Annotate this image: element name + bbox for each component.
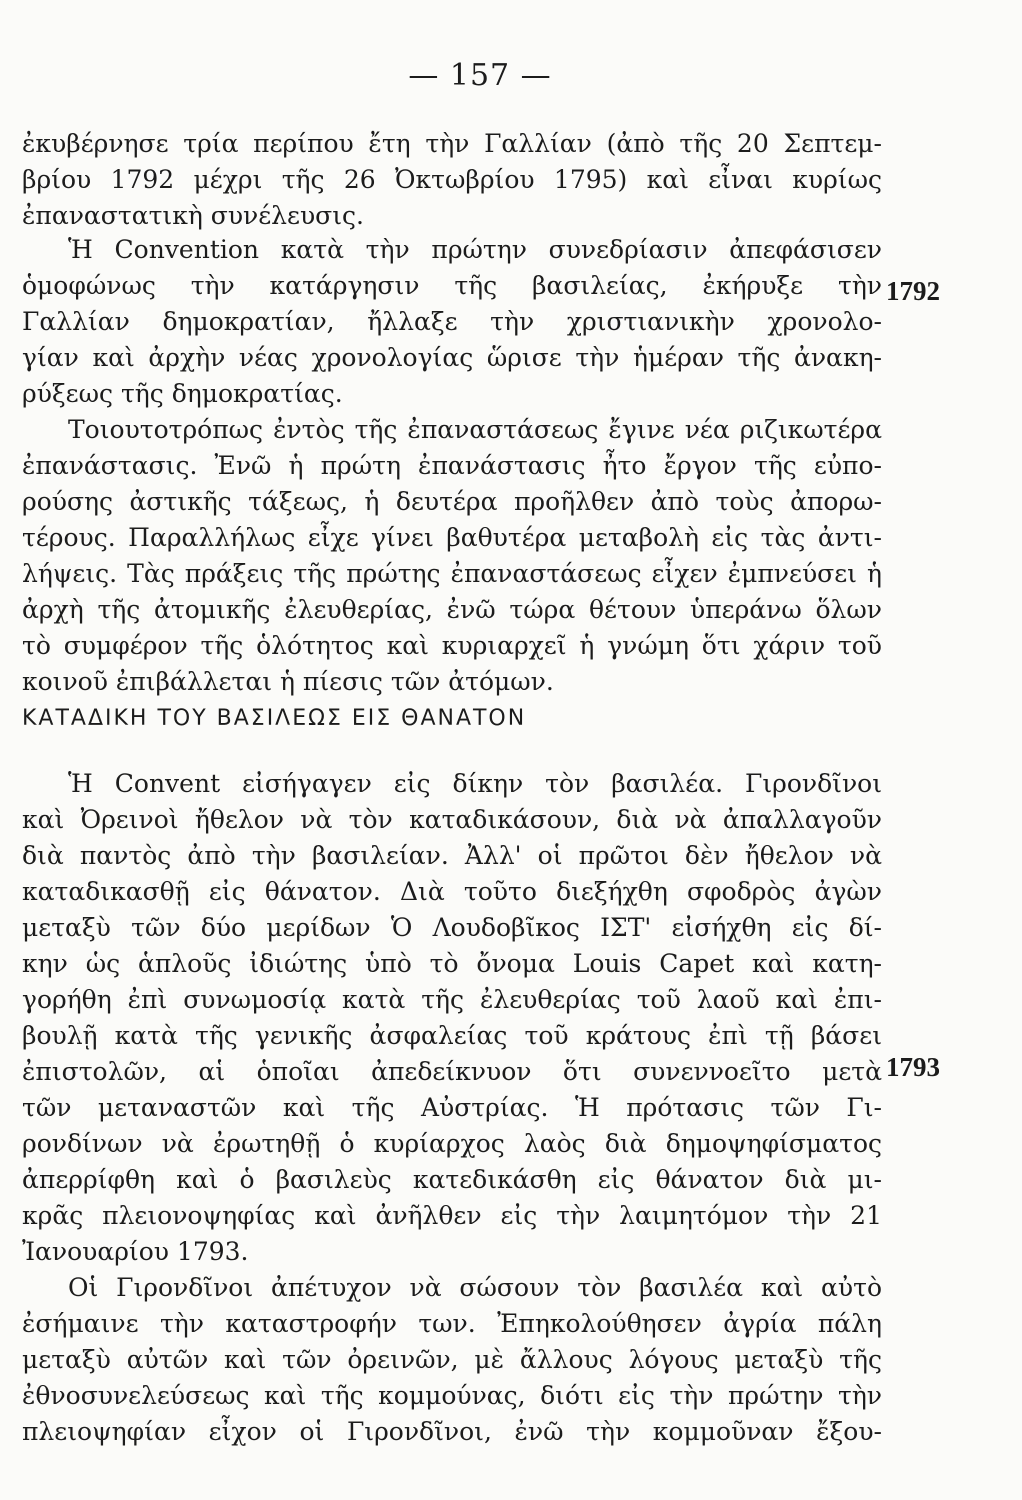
text-line: ἀπερρίφθη καὶ ὁ βασιλεὺς κατεδικάσθη εἰς θάνατον διὰ μι- xyxy=(22,1165,882,1194)
margin-year-note: 1792 xyxy=(886,276,940,306)
text-line: μεταξὺ τῶν δύο μερίδων Ὁ Λουδοβῖκος ΙΣΤ' εἰσήχθη εἰς δί- xyxy=(22,913,882,942)
text-line: ἐθνοσυνελεύσεως καὶ τῆς κομμούνας, διότι εἰς τὴν πρώτην τὴν xyxy=(22,1381,882,1410)
text-line: ὁμοφώνως τὴν κατάργησιν τῆς βασιλείας, ἐκήρυξε τὴν xyxy=(22,271,882,300)
text-line: βρίου 1792 μέχρι τῆς 26 Ὀκτωβρίου 1795) καὶ εἶναι κυρίως xyxy=(22,165,882,194)
text-line: τέρους. Παραλλήλως εἶχε γίνει βαθυτέρα μεταβολὴ εἰς τὰς ἀντι- xyxy=(22,523,882,552)
text-line: κοινοῦ ἐπιβάλλεται ἡ πίεσις τῶν ἀτόμων. xyxy=(22,667,554,696)
text-line: ἐπαναστατικὴ συνέλευσις. xyxy=(22,201,364,230)
section-heading: ΚΑΤΑΔΙΚΗ ΤΟΥ ΒΑΣΙΛΕΩΣ ΕΙΣ ΘΑΝΑΤΟΝ xyxy=(22,706,527,731)
text-line: ρονδίνων νὰ ἐρωτηθῇ ὁ κυρίαρχος λαὸς διὰ δημοψηφίσματος xyxy=(22,1129,882,1158)
text-line: Ἡ Convent εἰσήγαγεν εἰς δίκην τὸν βασιλέα. Γιρονδῖνοι xyxy=(68,769,882,798)
text-line: ἐκυβέρνησε τρία περίπου ἔτη τὴν Γαλλίαν (ἀπὸ τῆς 20 Σεπτεμ- xyxy=(22,129,882,158)
text-line: γορήθη ἐπὶ συνωμοσίᾳ κατὰ τῆς ἐλευθερίας τοῦ λαοῦ καὶ ἐπι- xyxy=(22,985,882,1014)
text-line: Ἰανουαρίου 1793. xyxy=(22,1237,249,1266)
text-line: γίαν καὶ ἀρχὴν νέας χρονολογίας ὥρισε τὴν ἡμέραν τῆς ἀνακη- xyxy=(22,343,882,372)
text-line: τῶν μεταναστῶν καὶ τῆς Αὐστρίας. Ἡ πρότασις τῶν Γι- xyxy=(22,1093,882,1122)
text-line: μεταξὺ αὐτῶν καὶ τῶν ὀρεινῶν, μὲ ἄλλους λόγους μεταξὺ τῆς xyxy=(22,1345,882,1374)
page-number: — 157 — xyxy=(408,58,552,93)
text-line: ἐπανάστασις. Ἐνῶ ἡ πρώτη ἐπανάστασις ἦτο ἔργον τῆς εὐπο- xyxy=(22,451,882,480)
text-line: καταδικασθῇ εἰς θάνατον. Διὰ τοῦτο διεξήχθη σφοδρὸς ἀγὼν xyxy=(22,877,882,906)
text-line: Οἱ Γιρονδῖνοι ἀπέτυχον νὰ σώσουν τὸν βασιλέα καὶ αὐτὸ xyxy=(68,1273,882,1302)
text-line: καὶ Ὀρεινοὶ ἤθελον νὰ τὸν καταδικάσουν, διὰ νὰ ἀπαλλαγοῦν xyxy=(22,805,882,834)
text-line: ἐσήμαινε τὴν καταστροφήν των. Ἐπηκολούθησεν ἀγρία πάλη xyxy=(22,1309,882,1338)
text-line: λήψεις. Τὰς πράξεις τῆς πρώτης ἐπαναστάσεως εἶχεν ἐμπνεύσει ἡ xyxy=(22,559,882,588)
text-line: Γαλλίαν δημοκρατίαν, ἤλλαξε τὴν χριστιανικὴν χρονολο- xyxy=(22,307,882,336)
text-line: κρᾶς πλειονοψηφίας καὶ ἀνῆλθεν εἰς τὴν λαιμητόμον τὴν 21 xyxy=(22,1201,882,1230)
margin-year-note: 1793 xyxy=(886,1052,940,1082)
text-line: Τοιουτοτρόπως ἐντὸς τῆς ἐπαναστάσεως ἔγινε νέα ριζικωτέρα xyxy=(68,415,882,444)
text-line: διὰ παντὸς ἀπὸ τὴν βασιλείαν. Ἀλλ' οἱ πρῶτοι δὲν ἤθελον νὰ xyxy=(22,841,882,870)
text-line: ἀρχὴ τῆς ἀτομικῆς ἐλευθερίας, ἐνῶ τώρα θέτουν ὑπεράνω ὅλων xyxy=(22,595,882,624)
text-line: Ἡ Convention κατὰ τὴν πρώτην συνεδρίασιν ἀπεφάσισεν xyxy=(68,235,882,264)
text-line: πλειοψηφίαν εἶχον οἱ Γιρονδῖνοι, ἐνῶ τὴν κομμοῦναν ἔξου- xyxy=(22,1417,882,1446)
text-line: ἐπιστολῶν, αἱ ὁποῖαι ἀπεδείκνυον ὅτι συνεννοεῖτο μετὰ xyxy=(22,1057,882,1086)
text-line: τὸ συμφέρον τῆς ὁλότητος καὶ κυριαρχεῖ ἡ γνώμη ὅτι χάριν τοῦ xyxy=(22,631,882,660)
text-line: κην ὡς ἁπλοῦς ἰδιώτης ὑπὸ τὸ ὄνομα Louis Capet καὶ κατη- xyxy=(22,949,882,978)
text-line: ρύξεως τῆς δημοκρατίας. xyxy=(22,379,343,408)
text-line: βουλῇ κατὰ τῆς γενικῆς ἀσφαλείας τοῦ κράτους ἐπὶ τῇ βάσει xyxy=(22,1021,882,1050)
text-line: ρούσης ἀστικῆς τάξεως, ἡ δευτέρα προῆλθεν ἀπὸ τοὺς ἀπορω- xyxy=(22,487,882,516)
